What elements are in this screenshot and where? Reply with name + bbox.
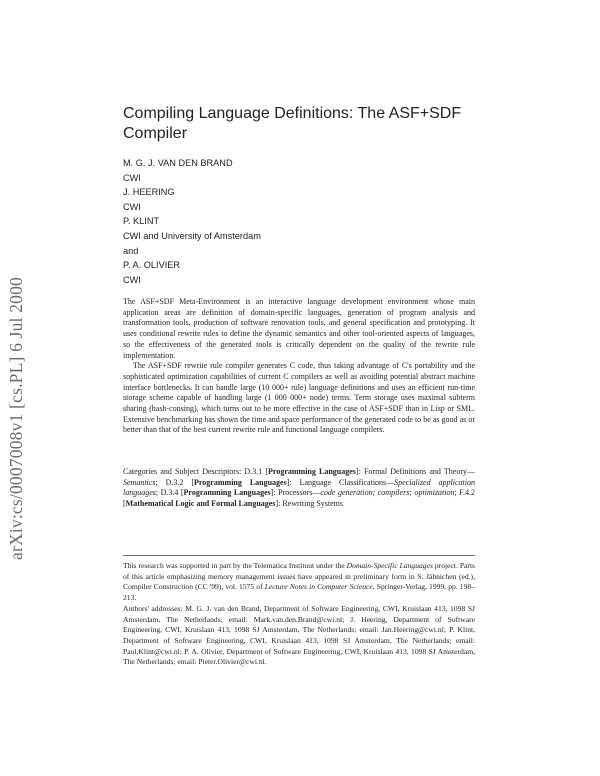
author-conjunction: and	[123, 245, 139, 256]
author-affiliation: CWI	[123, 201, 141, 212]
categories-subject-descriptors: Categories and Subject Descriptors: D.3.1 [Programming Languages]: Formal Definitions and Theory—Semantics; D.3.2 [Programming Languages]: Language Classifications—Specialized application languages; D.3.4 [Programming Languages]: Processors—code generation; compilers; optimization; F.4.2 [Mathematical Logic and Formal Languages]: Rewriting Systems	[123, 467, 476, 509]
abstract-paragraph-1: The ASF+SDF Meta-Environment is an interactive language development environment whose main application areas are definition of domain-specific languages, generation of program analysis and transformation tools, production of software renovation tools, and general specification and prototyping. It uses conditional rewrite rules to define the dynamic semantics and other tool-oriented aspects of languages, so the effectiveness of the generated tools is critically dependent on the quality of the rewrite rule implementation.	[123, 297, 475, 360]
abstract-paragraph-2: The ASF+SDF rewrite rule compiler generates C code, thus taking advantage of C's portability and the sophisticated optimization capabilities of current C compilers as well as avoiding potential abstract machine interface bottlenecks. It can handle large (10 000+ rule) language definitions and uses an efficient run-time storage scheme capable of handling large (1 000 000+ node) terms. Term storage uses maximal subterm sharing (hash-consing), which turns out to be more effective in the case of ASF+SDF than in Lisp or SML. Extensive benchmarking has shown the time and space performance of the generated code to be as good as or better than that of the best current rewrite rule and functional language compilers.	[123, 361, 475, 435]
arxiv-identifier-stamp: arXiv:cs/0007008v1 [cs.PL] 6 Jul 2000	[6, 277, 26, 560]
author-name: M. G. J. VAN DEN BRAND	[123, 158, 233, 168]
authors-addresses: Authors' addresses: M. G. J. van den Brand, Department of Software Engineering, CWI, Kruislaan 413, 1098 SJ Amsterdam, The Netherlands; email: Mark.van.den.Brand@cwi.nl; J. Heering, Department of Software Engineering, CWI, Kruislaan 413, 1098 SJ Amsterdam, The Netherlands; email: Jan.Heering@cwi.nl; P. Klint, Department of Software Engineering, CWI, Kruislaan 413, 1098 SJ Amsterdam, The Netherlands; email: Paul.Klint@cwi.nl; P. A. Olivier, Department of Software Engineering, CWI, Kruislaan 413, 1098 SJ Amsterdam, The Netherlands; email: Pieter.Olivier@cwi.nl.	[123, 603, 475, 667]
author-affiliation: CWI and University of Amsterdam	[123, 230, 261, 241]
author-name: J. HEERING	[123, 187, 175, 198]
abstract	[123, 297, 475, 436]
author-affiliation: CWI	[123, 274, 141, 285]
paper-title: Compiling Language Definitions: The ASF+SDF Compiler	[123, 105, 462, 142]
author-list	[123, 156, 453, 287]
footnote-divider	[123, 555, 475, 556]
author-name: P. A. OLIVIER	[123, 260, 181, 271]
funding-note: This research was supported in part by the Telematica Instituut under the Domain-Specific Languages project. Parts of this article emphasizing memory management issues have appeared in preliminary form in S. Jähnichen (ed.), Compiler Construction (CC '99), vol. 1575 of Lecture Notes in Computer Science, Springer-Verlag, 1999, pp. 198–213.	[123, 561, 476, 603]
footnote	[123, 561, 475, 668]
author-affiliation: CWI	[123, 172, 141, 183]
author-name: P. KLINT	[123, 216, 160, 227]
